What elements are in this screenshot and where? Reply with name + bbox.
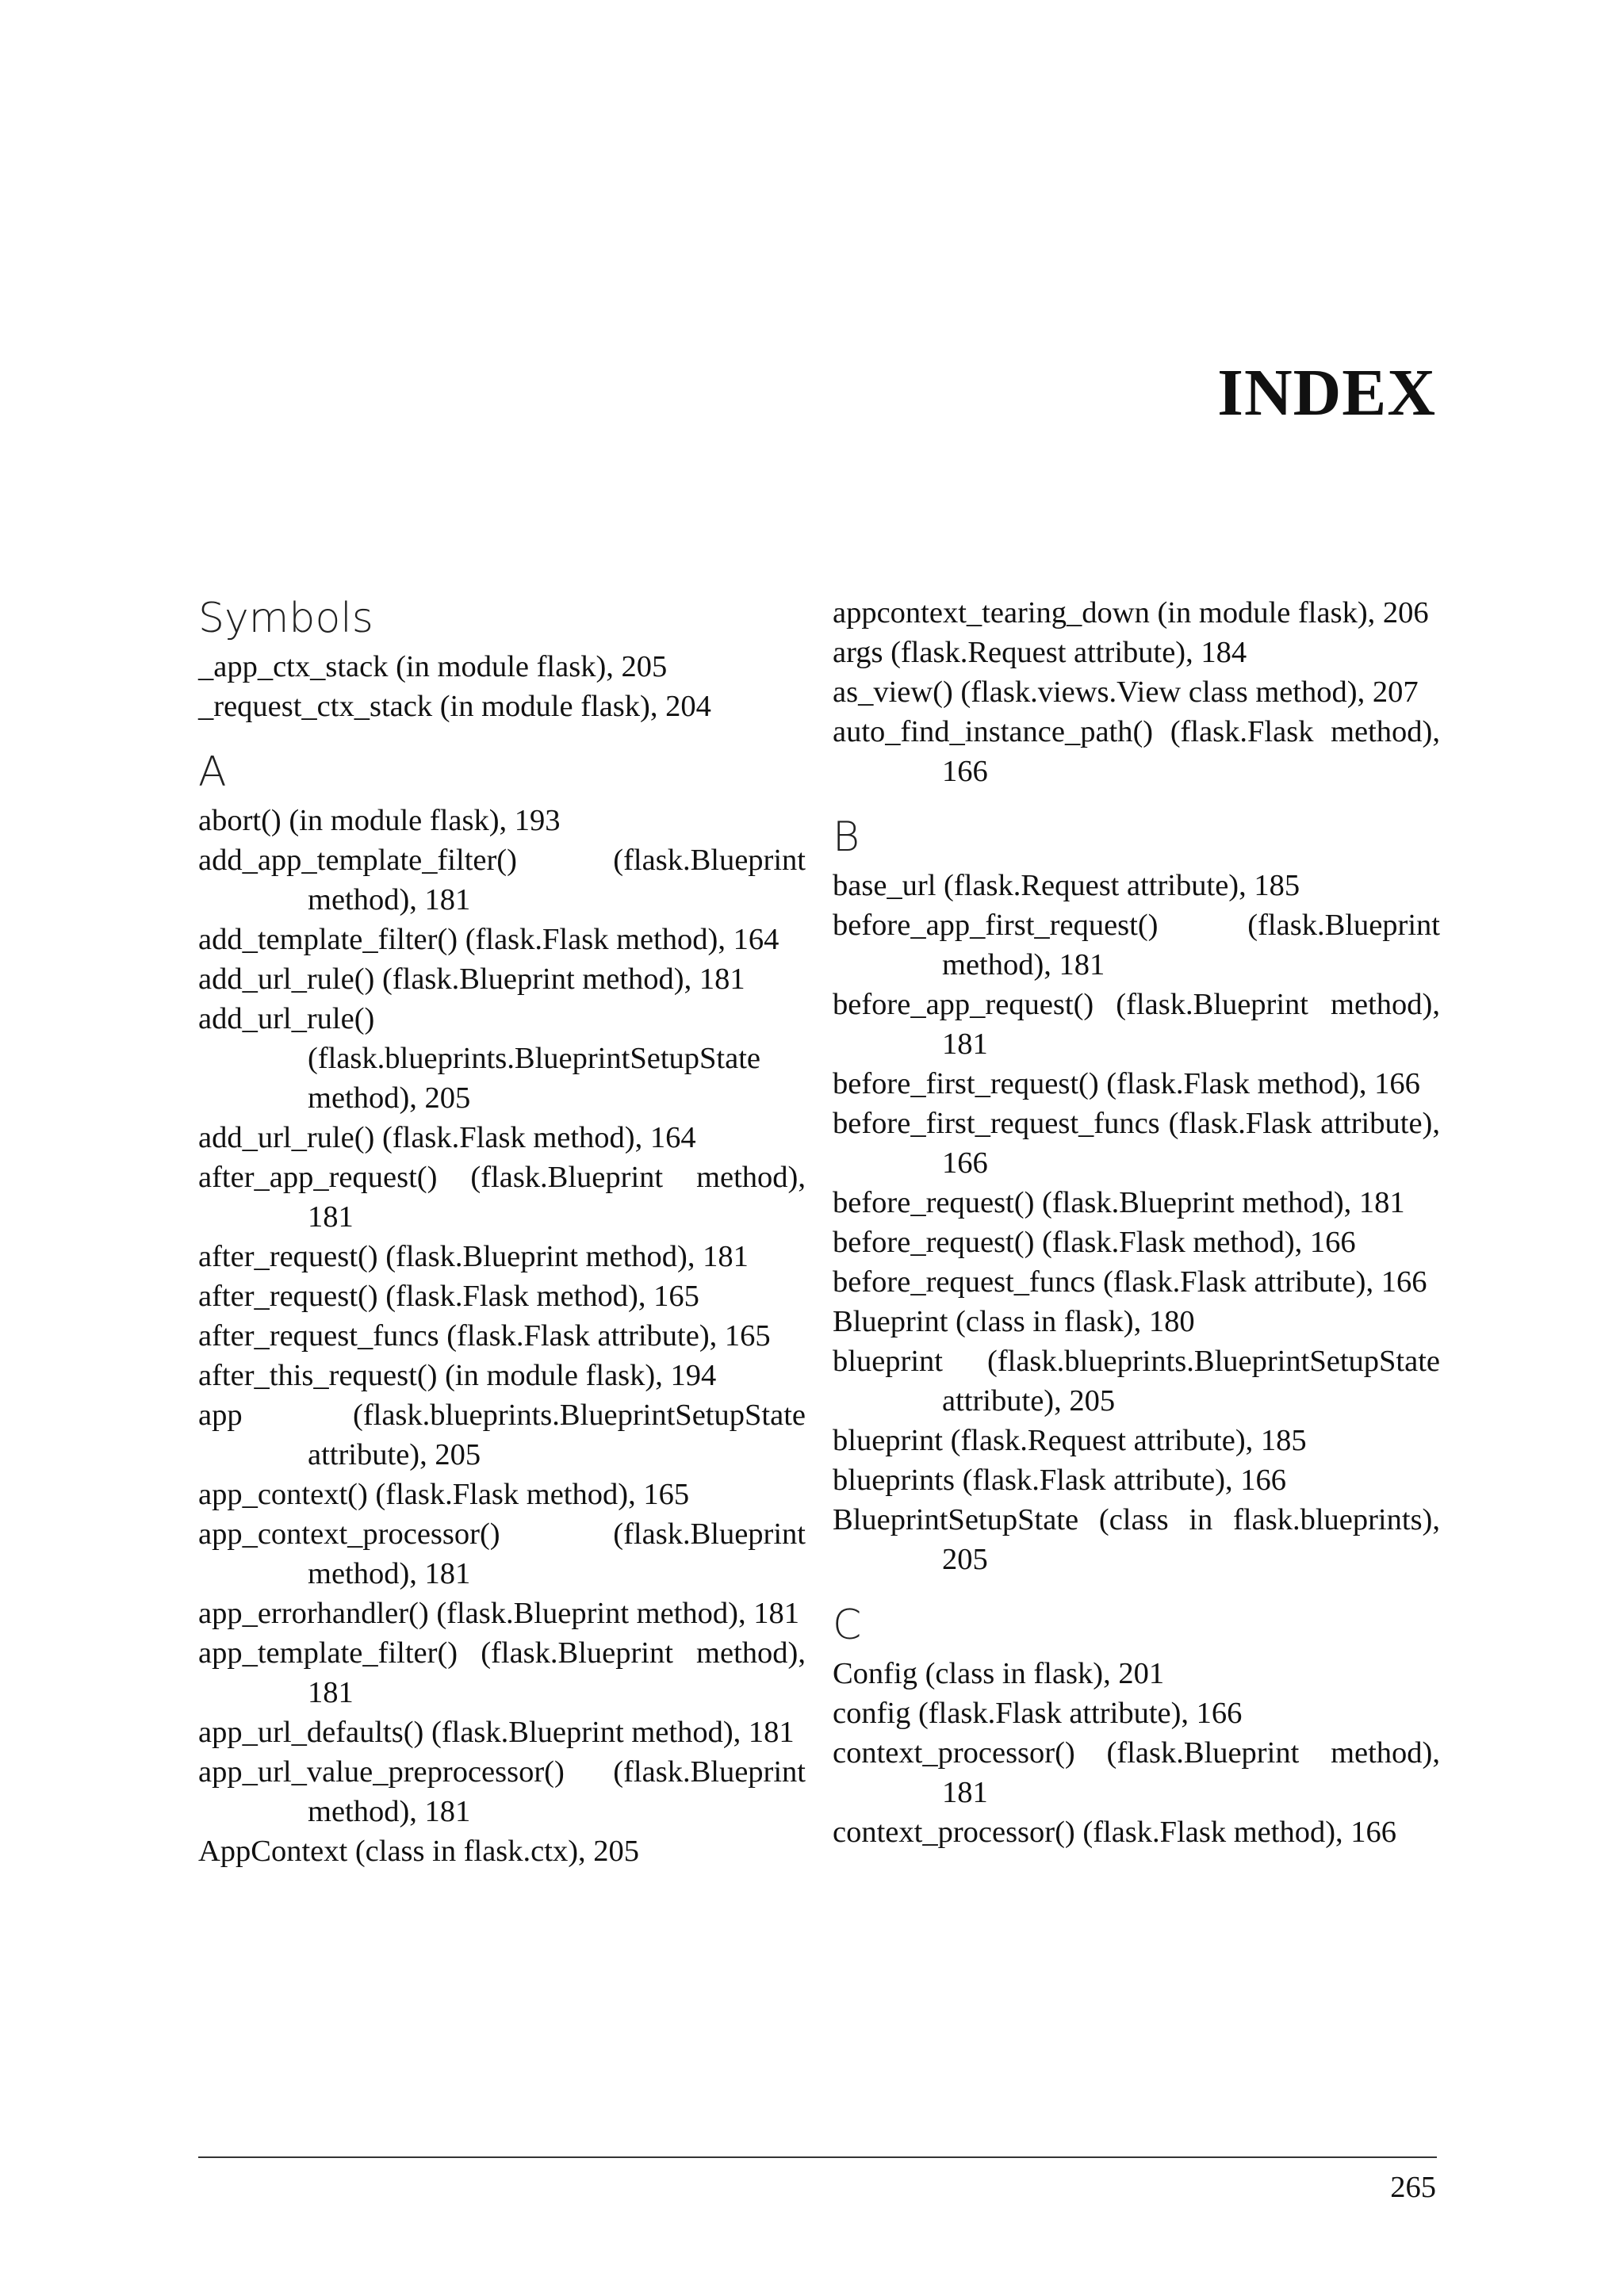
index-entry: after_request_funcs (flask.Flask attribute), 165 <box>198 1319 771 1353</box>
section-heading: Symbols <box>198 595 373 642</box>
index-entry: AppContext (class in flask.ctx), 205 <box>198 1835 640 1868</box>
index-entry: app_context() (flask.Flask method), 165 <box>198 1478 690 1511</box>
index-entry: Blueprint (class in flask), 180 <box>833 1305 1195 1338</box>
section-heading: C <box>833 1601 862 1649</box>
index-entry: _request_ctx_stack (in module flask), 204 <box>198 690 711 723</box>
index-entry: blueprint (flask.blueprints.BlueprintSetupState attribute), 205 <box>833 1345 1440 1418</box>
index-entry: add_url_rule() (flask.Blueprint method), 181 <box>198 962 745 996</box>
index-entry: after_this_request() (in module flask), 194 <box>198 1359 717 1392</box>
index-entry: context_processor() (flask.Flask method), 166 <box>833 1816 1397 1849</box>
index-entry: before_request() (flask.Flask method), 166 <box>833 1226 1356 1259</box>
index-entry: blueprints (flask.Flask attribute), 166 <box>833 1464 1287 1497</box>
index-entry: after_request() (flask.Flask method), 165 <box>198 1280 699 1313</box>
index-entry: blueprint (flask.Request attribute), 185 <box>833 1424 1307 1457</box>
index-entry: appcontext_tearing_down (in module flask), 206 <box>833 596 1429 629</box>
index-entry: context_processor() (flask.Blueprint method), 181 <box>833 1736 1440 1809</box>
index-entry: config (flask.Flask attribute), 166 <box>833 1697 1243 1730</box>
index-entry: BlueprintSetupState (class in flask.blueprints), 205 <box>833 1503 1440 1576</box>
index-entry: add_url_rule() (flask.Flask method), 164 <box>198 1121 696 1154</box>
index-section <box>833 812 1440 1579</box>
index-section <box>198 747 806 1871</box>
section-heading: B <box>833 813 860 861</box>
index-entry: add_app_template_filter() (flask.Blueprint method), 181 <box>198 844 806 916</box>
index-entry: app_context_processor() (flask.Blueprint method), 181 <box>198 1517 806 1590</box>
index-entry: as_view() (flask.views.View class method), 207 <box>833 675 1419 709</box>
index-entry: app_url_defaults() (flask.Blueprint method), 181 <box>198 1716 795 1749</box>
index-entry: app_errorhandler() (flask.Blueprint method), 181 <box>198 1597 799 1630</box>
index-entry: add_url_rule() (flask.blueprints.BlueprintSetupState method), 205 <box>198 1002 760 1115</box>
index-section <box>198 593 806 726</box>
index-entry: after_app_request() (flask.Blueprint method), 181 <box>198 1161 806 1234</box>
index-entry: abort() (in module flask), 193 <box>198 804 561 837</box>
index-entry: app_template_filter() (flask.Blueprint method), 181 <box>198 1636 806 1709</box>
index-entry: before_first_request() (flask.Flask method), 166 <box>833 1067 1420 1100</box>
index-section <box>833 593 1440 791</box>
index-entry: before_first_request_funcs (flask.Flask attribute), 166 <box>833 1107 1440 1180</box>
index-column-right <box>833 593 1440 1852</box>
index-entry: auto_find_instance_path() (flask.Flask method), 166 <box>833 715 1440 788</box>
index-entry: app_url_value_preprocessor() (flask.Blueprint method), 181 <box>198 1755 806 1828</box>
footer-rule <box>198 2156 1437 2158</box>
index-entry: before_app_first_request() (flask.Blueprint method), 181 <box>833 909 1440 982</box>
page-number: 265 <box>1390 2171 1436 2204</box>
index-section <box>833 1600 1440 1852</box>
index-column-left <box>198 593 806 1871</box>
index-entry: base_url (flask.Request attribute), 185 <box>833 869 1300 902</box>
index-entry: after_request() (flask.Blueprint method), 181 <box>198 1240 749 1273</box>
index-entry: before_request_funcs (flask.Flask attribute), 166 <box>833 1265 1427 1299</box>
index-entry: before_request() (flask.Blueprint method), 181 <box>833 1186 1405 1219</box>
index-entry: _app_ctx_stack (in module flask), 205 <box>198 650 668 683</box>
page-title: INDEX <box>1217 356 1436 430</box>
index-entry: app (flask.blueprints.BlueprintSetupState attribute), 205 <box>198 1399 806 1471</box>
index-entry: args (flask.Request attribute), 184 <box>833 636 1247 669</box>
index-entry: Config (class in flask), 201 <box>833 1657 1165 1690</box>
section-heading: A <box>198 748 227 796</box>
index-entry: before_app_request() (flask.Blueprint method), 181 <box>833 988 1440 1061</box>
index-entry: add_template_filter() (flask.Flask method), 164 <box>198 923 779 956</box>
